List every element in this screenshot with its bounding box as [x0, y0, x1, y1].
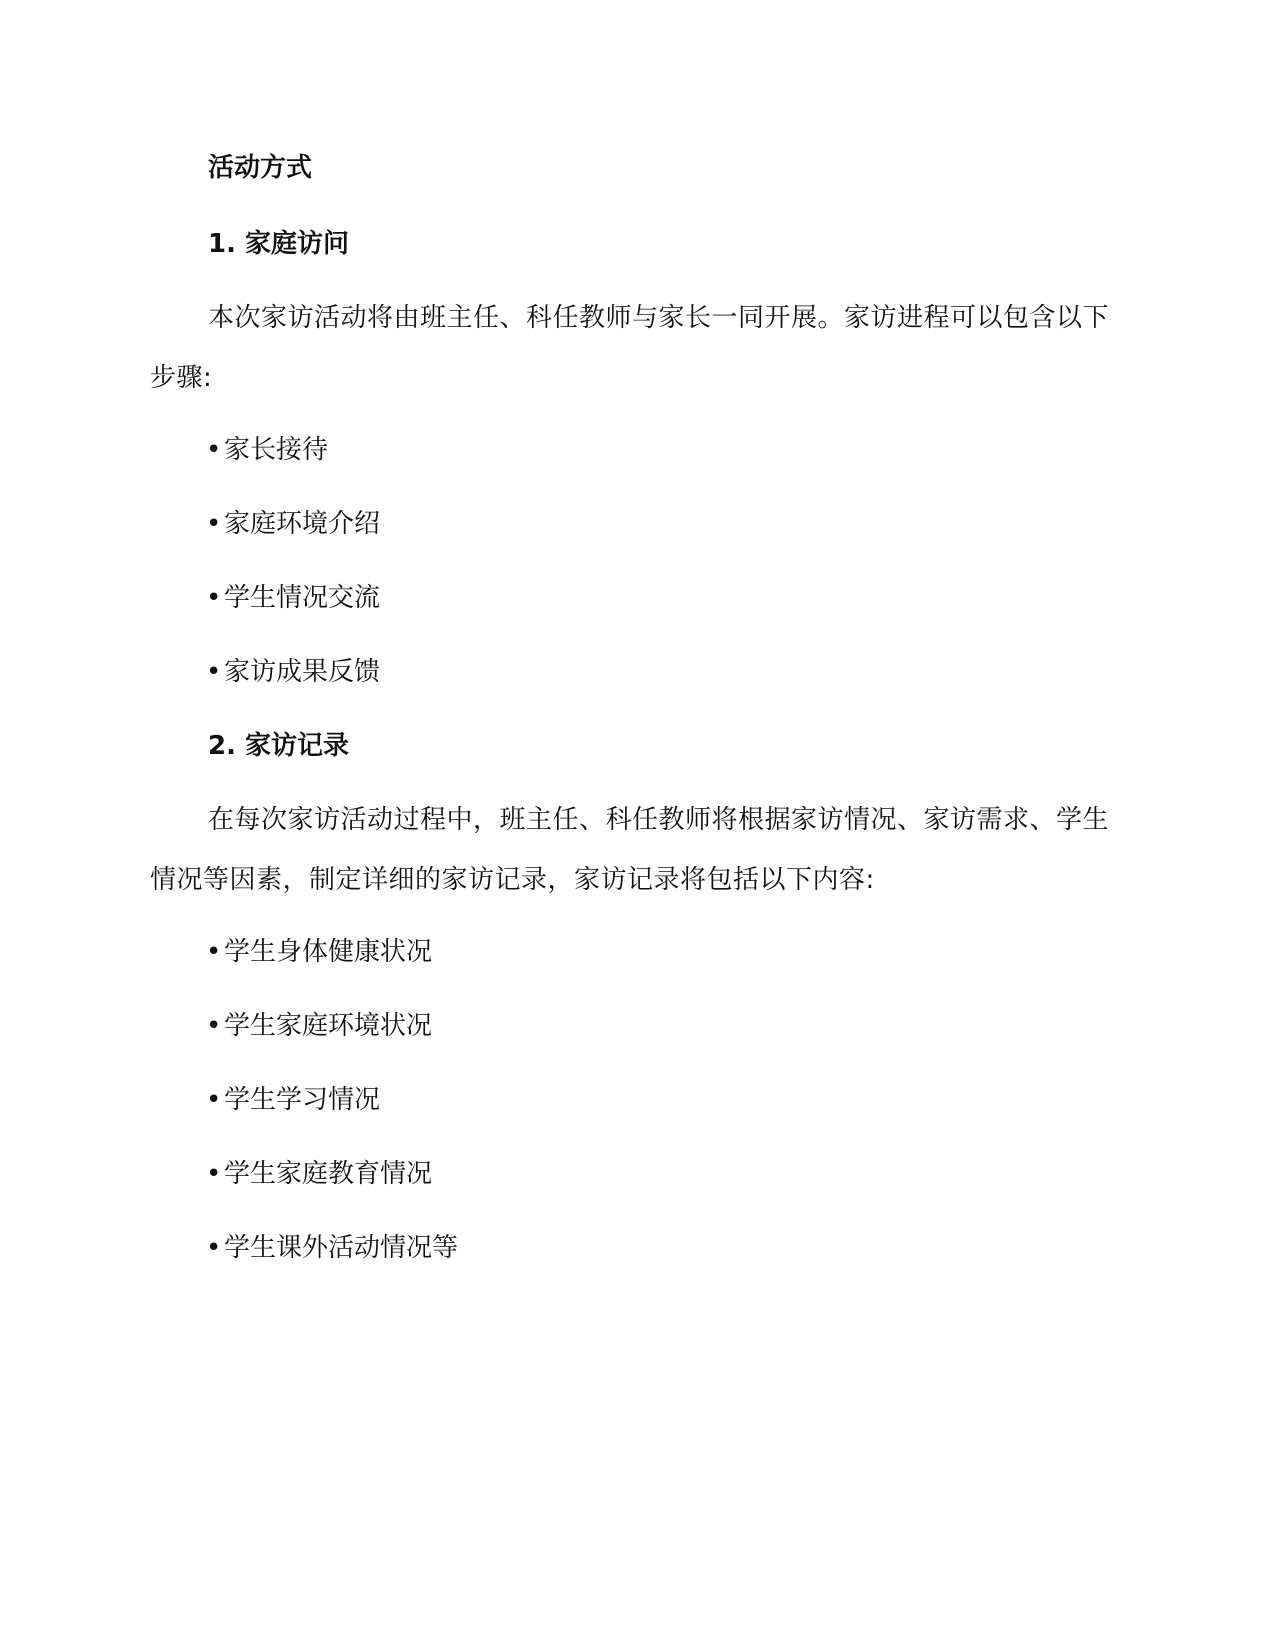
bullet-icon: • [206, 583, 222, 613]
list-item: • 学生课外活动情况等 [206, 1218, 1166, 1278]
bullet-icon: • [206, 1233, 222, 1263]
list-item: • 学生学习情况 [206, 1070, 1166, 1130]
paragraph-visit-record: 在每次家访活动过程中，班主任、科任教师将根据家访情况、家访需求、学生情况等因素，制定详细的家访记录，家访记录将包括以下内容: [150, 805, 1110, 895]
bullet-icon: • [206, 435, 222, 465]
bullet-icon: • [206, 937, 222, 967]
bullet-icon: • [206, 509, 222, 539]
bullet-icon: • [206, 657, 222, 687]
list-item: • 学生情况交流 [206, 568, 1166, 628]
section-title: 活动方式 [208, 153, 313, 183]
list-item: • 学生身体健康状况 [206, 922, 1166, 982]
bullet-icon: • [206, 1159, 222, 1189]
list-item: • 家访成果反馈 [206, 642, 1166, 702]
heading-visit-record: 2. 家访记录 [208, 731, 350, 761]
list-item: • 学生家庭教育情况 [206, 1144, 1166, 1204]
bullet-icon: • [206, 1011, 222, 1041]
list-item: • 学生家庭环境状况 [206, 996, 1166, 1056]
list-item: • 家庭环境介绍 [206, 494, 1166, 554]
bullet-icon: • [206, 1085, 222, 1115]
paragraph-home-visit: 本次家访活动将由班主任、科任教师与家长一同开展。家访进程可以包含以下步骤: [150, 303, 1110, 393]
heading-home-visit: 1. 家庭访问 [208, 229, 350, 259]
list-item: • 家长接待 [206, 420, 1166, 480]
